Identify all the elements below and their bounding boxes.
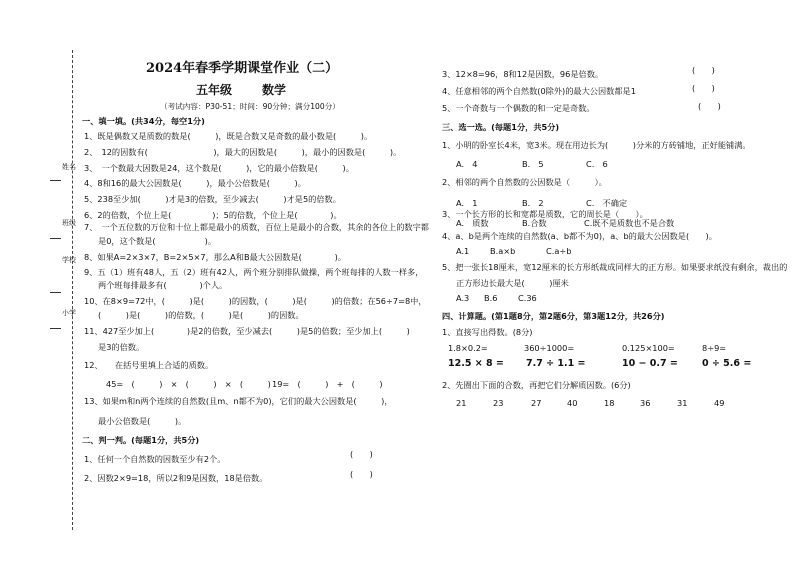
factor-number[interactable]: 40 (567, 398, 578, 408)
s2-q4-answer[interactable]: ( ) (692, 83, 715, 93)
s2-q3-answer[interactable]: ( ) (692, 65, 715, 75)
s3-q5-option-b[interactable]: B.6 (484, 293, 498, 303)
calc-item: 1.8×0.2= (448, 343, 488, 353)
s3-q3-option-a[interactable]: A. 质数 (456, 218, 489, 228)
calc-item: 8÷9= (702, 343, 727, 353)
s3-q1-option-a[interactable]: A. 4 (456, 159, 478, 169)
factor-number[interactable]: 21 (456, 398, 467, 408)
factor-number[interactable]: 18 (604, 398, 615, 408)
binding-line (72, 50, 73, 530)
page-title: 2024年春季学期课堂作业（二） (146, 61, 339, 76)
s1-q12: 12、 在括号里填上合适的质数。 (84, 360, 214, 370)
s3-q1-option-b[interactable]: B. 5 (522, 159, 544, 169)
s2-q3: 3、12×8=96，8和12是因数，96是倍数。 (442, 69, 604, 79)
s1-q2: 2、 12的因数有( )，最大的因数是( )，最小的因数是( )。 (84, 147, 402, 157)
subject-label: 数学 (262, 83, 287, 97)
s3-q2-option-b[interactable]: B. 2 (522, 198, 544, 208)
calc-item: 0 ÷ 5.6 = (702, 358, 752, 369)
s3-q5-option-a[interactable]: A.3 (456, 293, 470, 303)
s4-q2: 2、先圈出下面的合数，再把它们分解质因数。(6分) (442, 380, 631, 390)
s3-q3-option-c[interactable]: C.既不是质数也不是合数 (584, 218, 675, 228)
s3-q1-option-c[interactable]: C. 6 (586, 159, 608, 169)
s1-q11-line1: 11、427至少加上( )是2的倍数，至少减去( )是5的倍数；至少加上( ) (84, 326, 410, 336)
class-field-line[interactable] (50, 238, 61, 239)
s1-q11-line2: 是3的倍数。 (98, 342, 145, 352)
exam-info: （考试内容：P30-51；时间：90分钟；满分100分） (160, 102, 340, 111)
s1-q4: 4、8和16的最大公因数是( )，最小公倍数是( )。 (84, 178, 306, 188)
s3-q3-option-b[interactable]: B.合数 (522, 218, 547, 228)
s3-q5-line2: 正方形边长最大是( )厘米 (456, 278, 569, 288)
s2-q5-answer[interactable]: ( ) (698, 101, 721, 111)
s3-q4-option-b[interactable]: B.a×b (490, 246, 516, 256)
s2-q2: 2、因数2×9=18，所以2和9是因数，18是倍数。 (84, 473, 268, 483)
section-2-title: 二、判一判。(每题1分，共5分) (82, 435, 200, 445)
s3-q1: 1、小明的卧室长4米，宽3米。现在用边长为( )分米的方砖铺地，正好能铺满。 (442, 140, 751, 150)
s1-q13-line1: 13、如果m和n两个连续的自然数(且m、n都不为0)，它们的最大公因数是( )， (84, 396, 393, 406)
s2-q1: 1、任何一个自然数的因数至少有2个。 (84, 454, 226, 464)
s1-q6: 6、2的倍数，个位上是( )；5的倍数，个位上是( )。 (84, 210, 342, 220)
s3-q4-option-a[interactable]: A.1 (456, 246, 470, 256)
section-3-title: 三、选一选。(每题1分，共5分) (442, 122, 560, 132)
s3-q2-option-a[interactable]: A. 1 (456, 198, 478, 208)
factor-number[interactable]: 23 (493, 398, 504, 408)
s3-q2: 2、相邻的两个自然数的公因数是（ ）。 (442, 177, 607, 187)
s1-q8: 8、如果A=2×3×7，B=2×5×7，那么A和B最大公因数是( )。 (84, 252, 347, 262)
side-label-class: 班级 (62, 219, 76, 227)
primary-field-line[interactable] (50, 328, 61, 329)
s1-q12-eq2: 19= ( ) + ( ) (272, 379, 383, 389)
s3-q2-option-c[interactable]: C. 不确定 (586, 198, 628, 208)
s2-q1-answer[interactable]: ( ) (350, 449, 373, 459)
calc-item: 10 − 0.7 = (622, 358, 678, 369)
side-label-school: 学校 (62, 256, 76, 264)
s1-q1: 1、既是偶数又是质数的数是( )，既是合数又是奇数的最小数是( )。 (84, 131, 373, 141)
s1-q3: 3、 一个数最大因数是24，这个数是( )，它的最小倍数是( )。 (84, 163, 354, 173)
s3-q5-line1: 5、把一张长18厘米，宽12厘米的长方形纸裁成同样大的正方形。如果要求纸没有剩余，裁出的 (442, 262, 788, 272)
s2-q5: 5、一个奇数与一个偶数的和一定是奇数。 (442, 103, 595, 113)
s1-q10-line2: ( )是( )的倍数，( )是( )的因数。 (98, 310, 304, 320)
s2-q4: 4、任意相邻的两个自然数(0除外)的最大公因数都是1 (442, 86, 636, 96)
s3-q4: 4、a、b是两个连续的自然数(a、b都不为0)，a、b的最大公因数是( )。 (442, 231, 717, 241)
calc-item: 0.125×100= (622, 343, 675, 353)
side-label-primary: 小学 (62, 309, 76, 317)
s1-q10-line1: 10、在8×9=72中，( )是( )的因数，( )是( )的倍数；在56÷7=8中， (84, 296, 427, 306)
calc-item: 7.7 ÷ 1.1 = (526, 358, 586, 369)
grade-label: 五年级 (196, 83, 233, 97)
name-field-line[interactable] (50, 180, 61, 181)
s3-q3: 3、一个长方形的长和宽都是质数，它的周长是（ ）。 (442, 209, 648, 219)
s1-q5: 5、238至少加( )才是3的倍数，至少减去( )才是5的倍数。 (84, 194, 341, 204)
s4-q1: 1、直接写出得数。(8分) (442, 327, 533, 337)
s2-q2-answer[interactable]: ( ) (350, 469, 373, 479)
factor-number[interactable]: 36 (640, 398, 651, 408)
s1-q12-eq1: 45= ( ) × ( ) × ( ) (106, 379, 271, 389)
factor-number[interactable]: 31 (677, 398, 688, 408)
s3-q5-option-c[interactable]: C.36 (518, 293, 537, 303)
s1-q7-line2: 是0，这个数是( )。 (98, 236, 217, 246)
section-1-title: 一、填一填。(共34分，每空1分) (82, 116, 205, 126)
calc-item: 12.5 × 8 = (448, 358, 504, 369)
s1-q13-line2: 最小公倍数是( )。 (98, 416, 187, 426)
factor-number[interactable]: 27 (531, 398, 542, 408)
section-4-title: 四、计算题。(第1题8分，第2题6分，第3题12分，共26分) (442, 311, 665, 321)
side-label-name: 姓名 (62, 163, 76, 171)
s1-q9-line2: 两个班每排最多有( )个人。 (98, 280, 228, 290)
s3-q4-option-c[interactable]: C.a÷b (546, 246, 572, 256)
calc-item: 360÷1000= (524, 343, 575, 353)
s1-q9-line1: 9、五（1）班有48人，五（2）班有42人，两个班分别排队做操，两个班每排的人数一样多， (84, 267, 424, 277)
factor-number[interactable]: 49 (714, 398, 725, 408)
school-field-line[interactable] (50, 292, 61, 293)
s1-q7-line1: 7、 一个五位数的万位和十位上都是最小的质数，百位上是最小的合数，其余的各位上的数字都 (84, 222, 429, 232)
